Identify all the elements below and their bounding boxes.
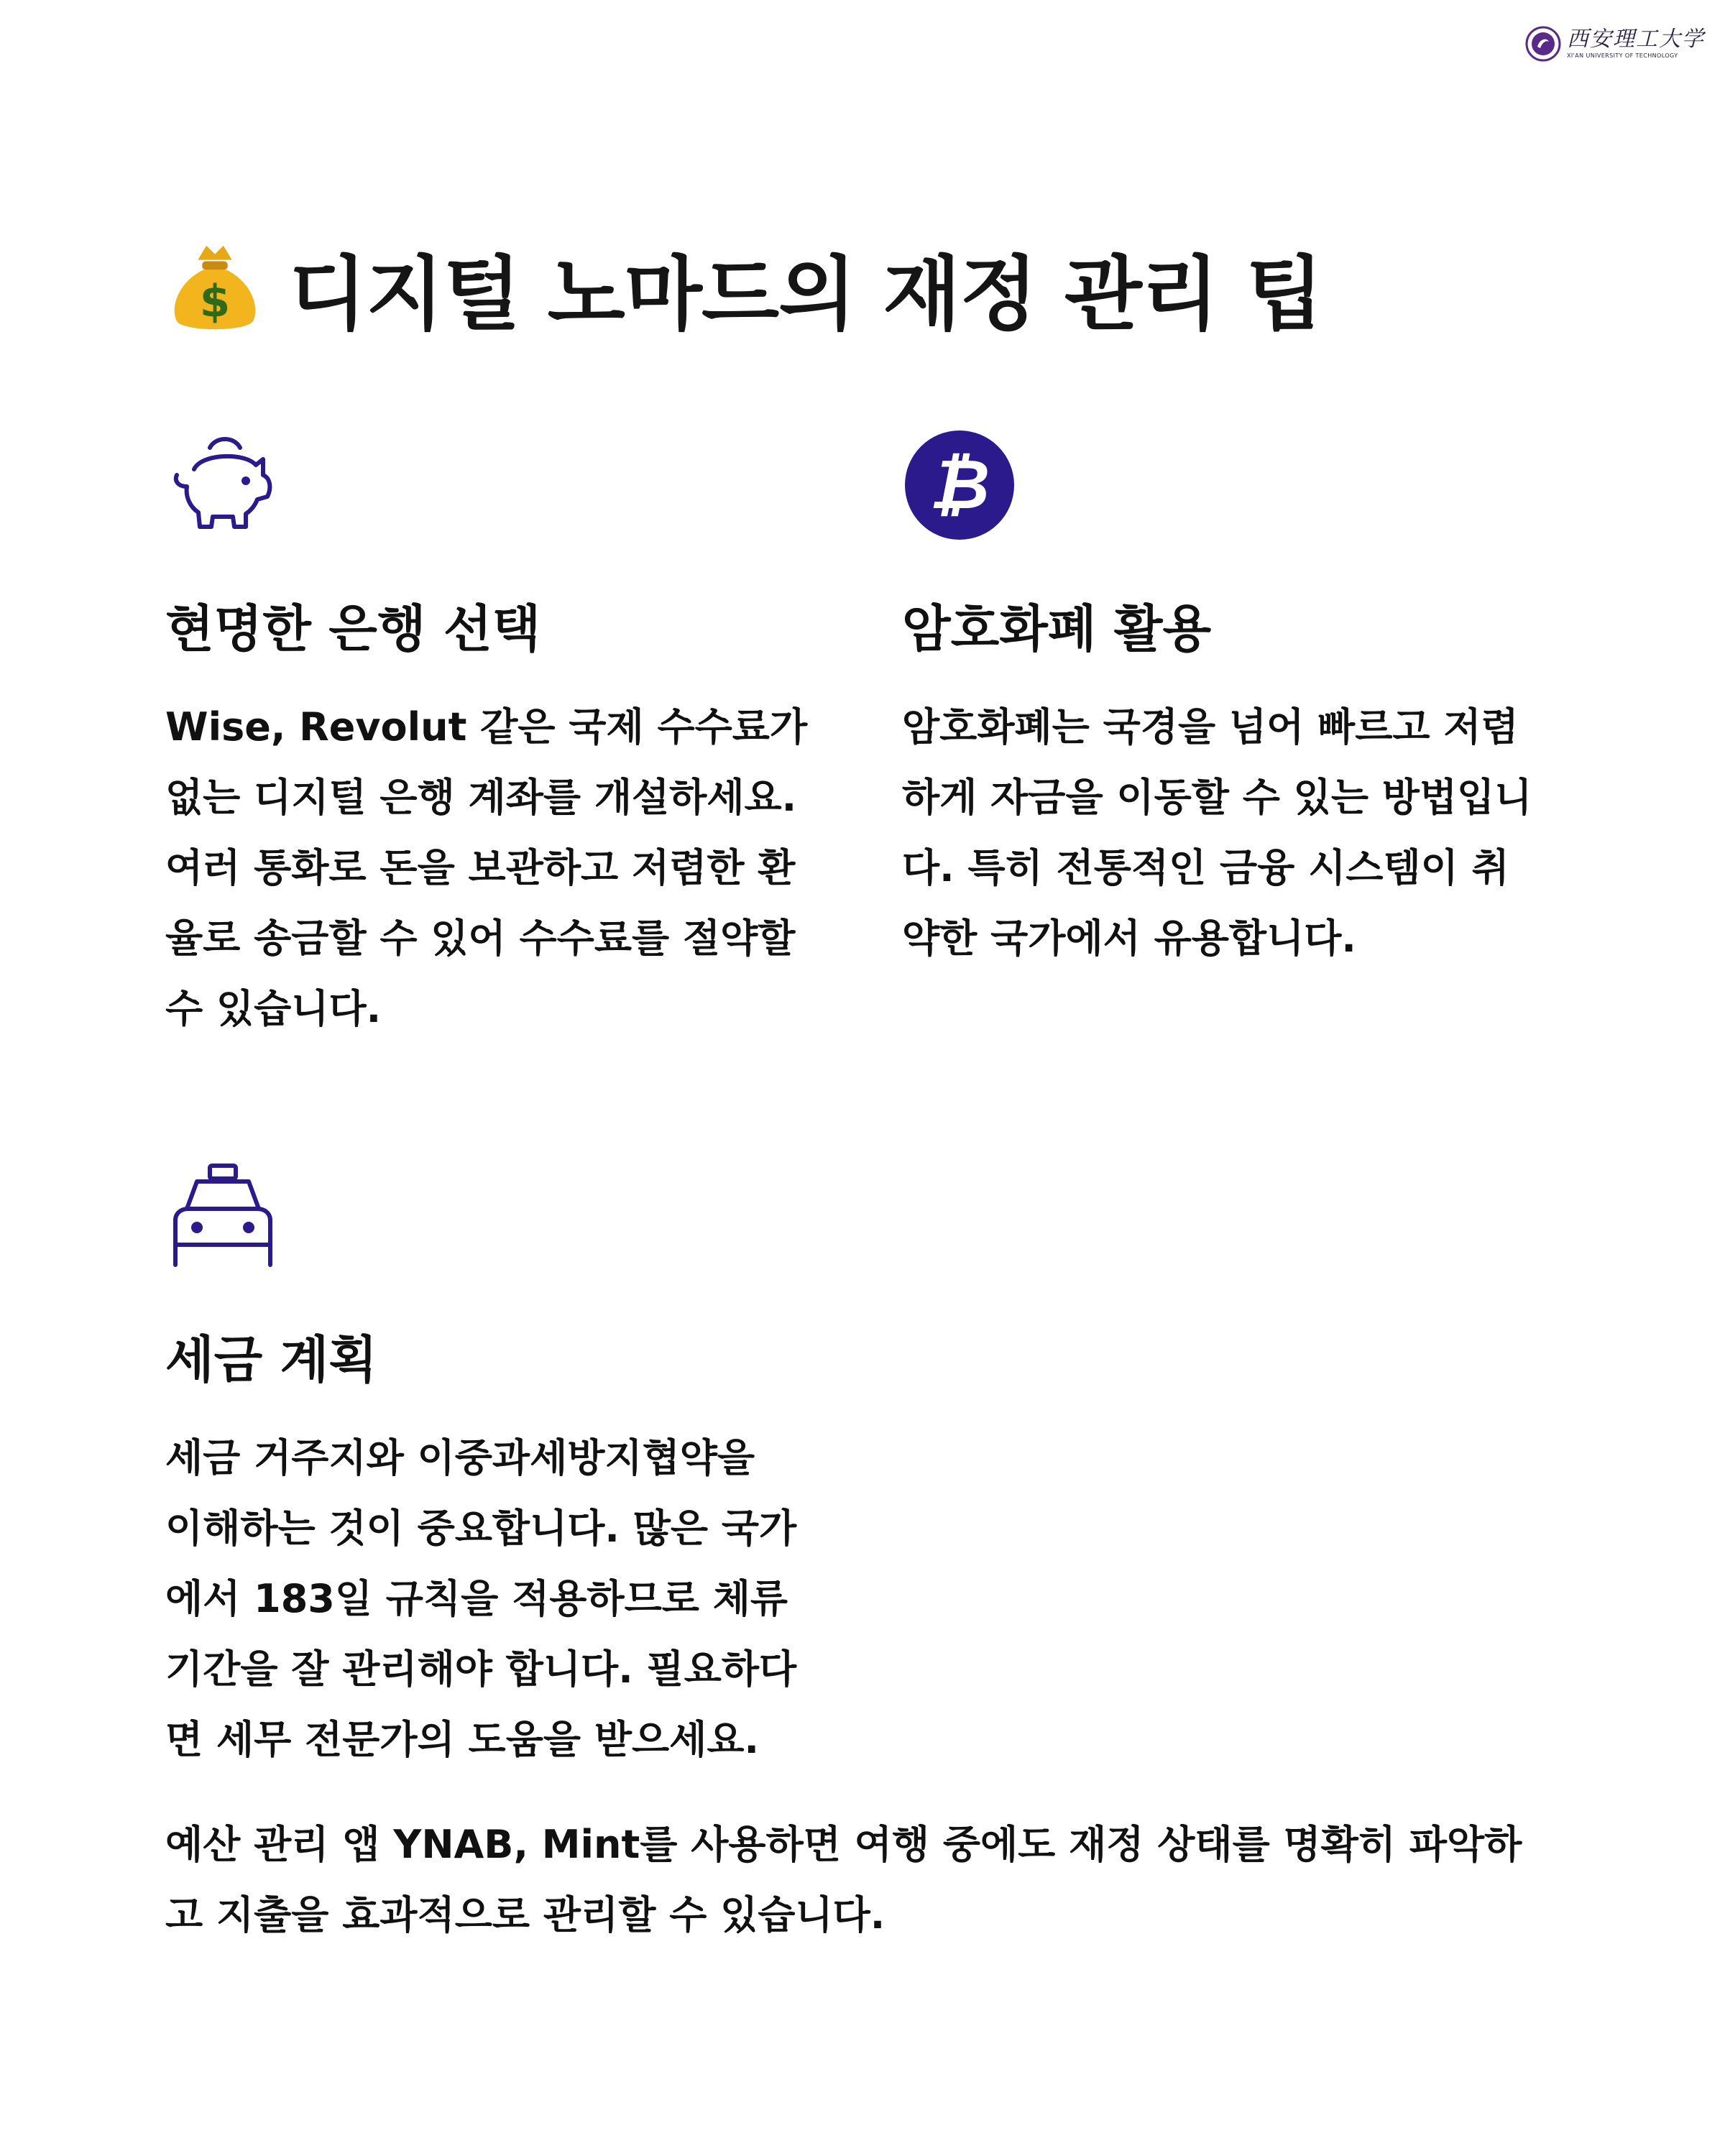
card-body-line: 여러 통화로 돈을 보관하고 저렴한 환 xyxy=(165,845,796,890)
card-body-line: 기간을 잘 관리해야 합니다. 필요하다 xyxy=(165,1646,797,1692)
title-text: 디지털 노마드의 재정 관리 팁 xyxy=(289,248,1323,341)
footer-note xyxy=(165,1810,1574,1950)
card-body-line: 율로 송금할 수 있어 수수료를 절약할 xyxy=(165,916,796,961)
footer-note-line: 예산 관리 앱 YNAB, Mint를 사용하면 여행 중에도 재정 상태를 명확히 파악하 xyxy=(165,1822,1522,1867)
footer-note-line: 고 지출을 효과적으로 관리할 수 있습니다. xyxy=(165,1892,886,1938)
card-heading: 암호화폐 활용 xyxy=(902,599,1212,658)
card-body-line: 이해하는 것이 중요합니다. 많은 국가 xyxy=(165,1506,797,1551)
card-body-line: 에서 183일 규칙을 적용하므로 체류 xyxy=(165,1576,788,1621)
card-body-line: 암호화폐는 국경을 넘어 빠르고 저렴 xyxy=(902,704,1519,750)
logo-english-name: XI'AN UNIVERSITY OF TECHNOLOGY xyxy=(1567,52,1678,59)
card-heading: 현명한 은행 선택 xyxy=(165,599,541,658)
card-body-line: 약한 국가에서 유용합니다. xyxy=(902,916,1356,961)
svg-text:₿: ₿ xyxy=(929,444,990,525)
card-body-line: 세금 거주지와 이중과세방지협약을 xyxy=(165,1435,755,1480)
logo-chinese-name: 西安理工大学 xyxy=(1567,27,1705,52)
money-bag-icon xyxy=(165,239,264,338)
card-crypto xyxy=(902,428,1592,974)
card-body-line: 다. 특히 전통적인 금융 시스템이 취 xyxy=(902,845,1509,890)
university-logo xyxy=(1525,26,1705,62)
card-body-line: Wise, Revolut 같은 국제 수수료가 xyxy=(165,704,808,750)
card-body-line: 수 있습니다. xyxy=(165,986,382,1031)
university-seal-icon xyxy=(1525,26,1561,62)
card-body-line: 면 세무 전문가의 도움을 받으세요. xyxy=(165,1717,760,1762)
card-body-line: 없는 디지털 은행 계좌를 개설하세요. xyxy=(165,775,797,820)
card-body xyxy=(165,1423,841,1775)
card-tax-planning xyxy=(165,1158,855,1775)
svg-text:$: $ xyxy=(199,275,231,327)
piggy-bank-icon xyxy=(165,428,280,543)
card-heading: 세금 계획 xyxy=(165,1330,377,1389)
card-bank-choice xyxy=(165,428,855,1044)
card-body xyxy=(165,692,841,1044)
bitcoin-icon xyxy=(902,428,1017,543)
card-body-line: 하게 자금을 이동할 수 있는 방법입니 xyxy=(902,775,1532,820)
taxi-icon xyxy=(165,1158,280,1273)
page-title xyxy=(165,230,1322,346)
card-body xyxy=(902,692,1578,974)
